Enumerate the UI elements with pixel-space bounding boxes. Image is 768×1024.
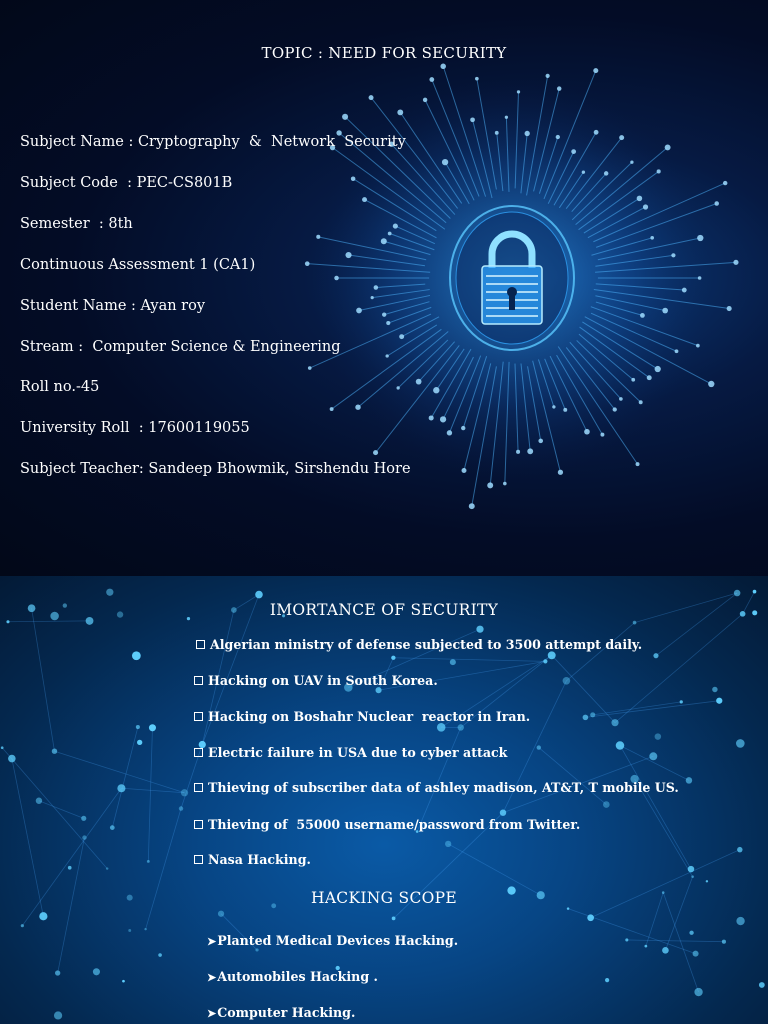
checkbox-icon [194, 748, 203, 757]
list-item: ➤Automobiles Hacking . [207, 969, 378, 984]
arrowhead-icon: ➤ [207, 1007, 217, 1020]
list-item: Hacking on Boshahr Nuclear reactor in Iran. [194, 709, 530, 724]
checkbox-icon [194, 783, 203, 792]
arrowhead-icon: ➤ [207, 935, 217, 948]
subject-teacher: Subject Teacher: Sandeep Bhowmik, Sirshendu Hore [20, 461, 411, 477]
list-item: ➤Computer Hacking. [207, 1005, 356, 1020]
list-item: Electric failure in USA due to cyber attack [194, 745, 507, 760]
hacking-scope-heading: HACKING SCOPE [311, 889, 457, 907]
slide-importance [0, 576, 768, 1024]
importance-heading: IMORTANCE OF SECURITY [269, 601, 499, 619]
semester: Semester : 8th [20, 216, 133, 232]
university-roll: University Roll : 17600119055 [20, 420, 250, 436]
student-name: Student Name : Ayan roy [20, 298, 206, 314]
subject-code: Subject Code : PEC-CS801B [20, 175, 233, 191]
slide-title-text: TOPIC : NEED FOR SECURITY [261, 44, 507, 62]
stream: Stream : Computer Science & Engineering [20, 339, 341, 355]
checkbox-icon [194, 855, 203, 864]
subject-name: Subject Name : Cryptography & Network Security [20, 134, 406, 150]
list-item: Thieving of 55000 username/password from Twitter. [194, 817, 580, 832]
list-item: Thieving of subscriber data of ashley madison, AT&T, T mobile US. [194, 780, 679, 795]
assessment: Continuous Assessment 1 (CA1) [20, 257, 256, 273]
list-item: Nasa Hacking. [194, 852, 311, 867]
list-item: Hacking on UAV in South Korea. [194, 673, 438, 688]
list-item: Algerian ministry of defense subjected to 3500 attempt daily. [196, 637, 642, 652]
roll-no: Roll no.-45 [20, 379, 100, 395]
checkbox-icon [196, 640, 205, 649]
list-item: ➤Planted Medical Devices Hacking. [207, 933, 459, 948]
checkbox-icon [194, 712, 203, 721]
checkbox-icon [194, 820, 203, 829]
checkbox-icon [194, 676, 203, 685]
arrowhead-icon: ➤ [207, 971, 217, 984]
